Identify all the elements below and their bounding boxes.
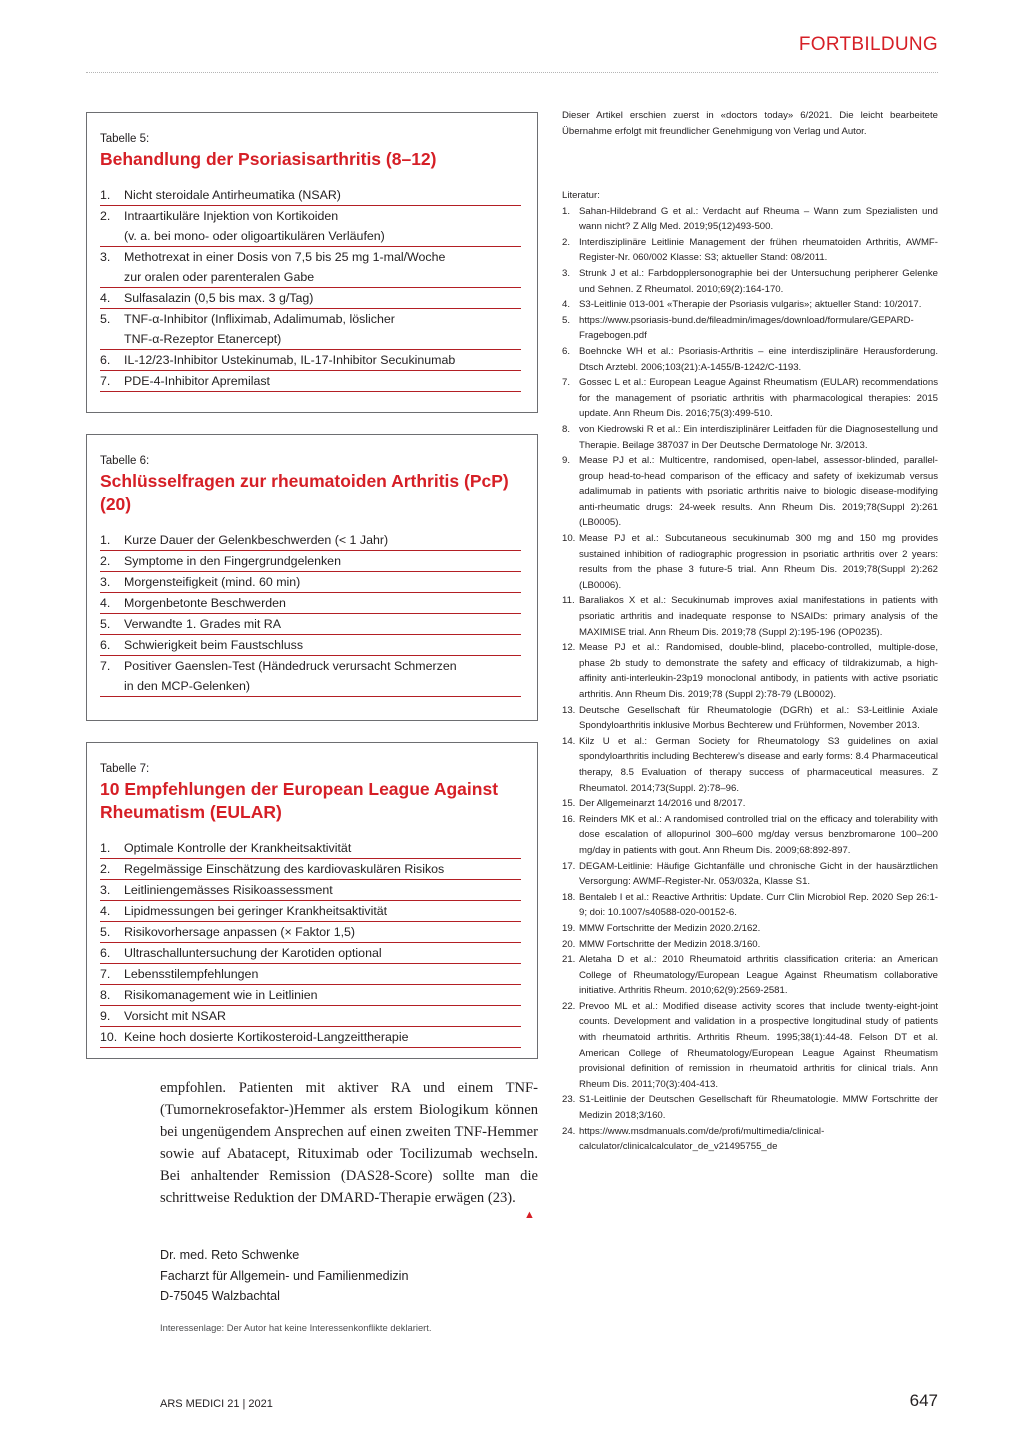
row-text: Morgenbetonte Beschwerden xyxy=(124,596,286,610)
row-text: Optimale Kontrolle der Krankheitsaktivität xyxy=(124,841,352,855)
page-number: 647 xyxy=(909,1391,938,1410)
footer-journal: ARS MEDICI 21 | 2021 xyxy=(160,1398,273,1410)
table-row xyxy=(100,593,521,614)
row-text: TNF-α-Inhibitor (Infliximab, Adalimumab, löslicher xyxy=(124,312,395,326)
author-block xyxy=(160,1245,408,1307)
table-row xyxy=(100,309,521,329)
row-number xyxy=(100,676,124,696)
reference-text: DEGAM-Leitlinie: Häufige Gichtanfälle und chronische Gicht in der hausärztlichen Versorgung: AWMF-Register-Nr. 053/032a, Klasse S1. xyxy=(579,860,938,888)
row-text: Intraartikuläre Injektion von Kortikoiden xyxy=(124,209,339,223)
author-name: Dr. med. Reto Schwenke xyxy=(160,1248,300,1262)
table-row xyxy=(100,859,521,880)
row-text: PDE-4-Inhibitor Apremilast xyxy=(124,374,270,388)
reference-number: 24. xyxy=(562,1125,576,1137)
table-label: Tabelle 7: xyxy=(100,763,150,775)
table-row xyxy=(100,1027,521,1048)
row-text: IL-12/23-Inhibitor Ustekinumab, IL-17-Inhibitor Secukinumab xyxy=(124,353,456,367)
row-text: Vorsicht mit NSAR xyxy=(124,1009,226,1023)
reference-item xyxy=(562,531,938,593)
row-number: 5. xyxy=(100,312,111,326)
row-text: Morgensteifigkeit (mind. 60 min) xyxy=(124,575,301,589)
references-heading: Literatur: xyxy=(562,190,600,201)
reference-item xyxy=(562,313,938,344)
author-title: Facharzt für Allgemein- und Familienmedizin xyxy=(160,1268,409,1283)
table-row xyxy=(100,247,521,267)
row-number: 6. xyxy=(100,638,111,652)
reference-number: 15. xyxy=(562,798,576,810)
reference-number: 9. xyxy=(562,455,571,467)
reference-text: Deutsche Gesellschaft für Rheumatologie (DGRh) et al.: S3-Leitlinie Axiale Spondyloarthritis inklusive Morbus Bechterew und Frühformen, November 2013. xyxy=(579,704,938,732)
table-row xyxy=(100,371,521,392)
reference-number: 17. xyxy=(562,860,576,872)
reference-number: 16. xyxy=(562,813,576,825)
row-number: 10. xyxy=(100,1030,118,1044)
header-rule xyxy=(86,72,938,73)
table-row xyxy=(100,614,521,635)
row-text: (v. a. bei mono- oder oligoartikulären Verläufen) xyxy=(124,229,385,243)
reference-text: Interdisziplinäre Leitlinie Management der frühen rheumatoiden Arthritis, AWMF-Register-Nr. 060/002 Klasse: S3; aktueller Stand: 08/2011. xyxy=(579,236,938,264)
row-number: 7. xyxy=(100,967,111,981)
table-row xyxy=(100,1006,521,1027)
row-number: 3. xyxy=(100,250,111,264)
row-number: 5. xyxy=(100,617,111,631)
table-box-6 xyxy=(86,434,538,721)
row-text: Ultraschalluntersuchung der Karotiden optional xyxy=(124,946,382,960)
reference-text: Prevoo ML et al.: Modified disease activity scores that include twenty-eight-joint counts. Development and validation in a prospective longitudinal study of patients with rheumatoid arthritis. Arthritis Rheum. 1995;38(1):44-48. Felson DT et al. American College of Rheumatology/European League Against Rheumatism provisional definition of remission in rheumatoid arthritis for clinical trials. Ann Rheum Dis. 2011;70(3):404-413. xyxy=(579,1000,938,1090)
row-number: 3. xyxy=(100,575,111,589)
row-number: 1. xyxy=(100,841,111,855)
reference-number: 12. xyxy=(562,642,576,654)
reference-number: 13. xyxy=(562,704,576,716)
reference-text: MMW Fortschritte der Medizin 2018.3/160. xyxy=(579,938,761,950)
row-text: Regelmässige Einschätzung des kardiovaskulären Risikos xyxy=(124,862,445,876)
reference-item xyxy=(562,734,938,796)
reference-number: 5. xyxy=(562,314,571,326)
row-number: 2. xyxy=(100,862,111,876)
reference-item xyxy=(562,796,938,812)
reference-item xyxy=(562,593,938,640)
section-label: FORTBILDUNG xyxy=(798,34,938,55)
reference-text: MMW Fortschritte der Medizin 2020.2/162. xyxy=(579,922,761,934)
reference-item xyxy=(562,422,938,453)
row-text: Keine hoch dosierte Kortikosteroid-Langzeittherapie xyxy=(124,1030,409,1044)
table-row xyxy=(100,267,521,288)
table-title: Behandlung der Psoriasisarthritis (8–12) xyxy=(100,149,437,169)
reference-item xyxy=(562,640,938,702)
table-row xyxy=(100,943,521,964)
table-list xyxy=(100,838,521,1048)
table-list xyxy=(100,530,521,697)
table-row xyxy=(100,185,521,206)
reference-text: von Kiedrowski R et al.: Ein interdisziplinärer Leitfaden für die Diagnosestellung und Therapie. Beilage 387037 in Der Deutsche Dermatologe Nr. 3/2013. xyxy=(579,423,938,451)
row-number: 2. xyxy=(100,554,111,568)
row-number: 8. xyxy=(100,988,111,1002)
reference-item xyxy=(562,235,938,266)
row-text: Kurze Dauer der Gelenkbeschwerden (< 1 Jahr) xyxy=(124,533,389,547)
reference-number: 4. xyxy=(562,299,571,311)
table-row xyxy=(100,572,521,593)
publication-note: Dieser Artikel erschien zuerst in «doctors today» 6/2021. Die leicht bearbeitete Übernahme erfolgt mit freundlicher Genehmigung von Verlag und Autor. xyxy=(562,110,938,137)
reference-text: Der Allgemeinarzt 14/2016 und 8/2017. xyxy=(579,798,746,810)
reference-number: 6. xyxy=(562,345,571,357)
reference-text: Mease PJ et al.: Randomised, double-blind, placebo-controlled, multiple-dose, phase 2b study to demonstrate the safety and efficacy of tildrakizumab, a high-affinity anti-interleukin-23p19 monoclonal antibody, in patients with active psoriatic arthritis. Ann Rheum Dis. 2019;78 (Suppl 2):78-79 (LB0002). xyxy=(579,642,938,700)
row-text: Schwierigkeit beim Faustschluss xyxy=(124,638,304,652)
reference-item xyxy=(562,859,938,890)
reference-text: Gossec L et al.: European League Against Rheumatism (EULAR) recommendations for the management of psoriatic arthritis with pharmacological therapies: 2015 update. Ann Rheum Dis. 2016;75(3):499-510. xyxy=(579,377,938,420)
table-row xyxy=(100,350,521,371)
reference-text: Kilz U et al.: German Society for Rheumatology S3 guidelines on axial spondyloarthritis including Bechterew’s disease and early forms: 8.4 Pharmaceutical therapy, 8.5 Evaluation of therapy success of pharmaceutical measures. Z Rheumatol. 2014;73(Suppl. 2):78–96. xyxy=(579,735,938,794)
row-number: 5. xyxy=(100,925,111,939)
reference-number: 19. xyxy=(562,922,576,934)
reference-item xyxy=(562,812,938,859)
table-row xyxy=(100,922,521,943)
reference-item xyxy=(562,937,938,953)
reference-text: https://www.psoriasis-bund.de/fileadmin/images/download/formulare/GEPARD-Fragebogen.pdf xyxy=(579,314,914,342)
row-text: Lipidmessungen bei geringer Krankheitsaktivität xyxy=(124,904,388,918)
references-list xyxy=(562,204,938,1155)
table-row xyxy=(100,838,521,859)
body-text: empfohlen. Patienten mit aktiver RA und einem TNF-(Tumornekrosefaktor-)Hemmer als erstem Biologikum können bei ungenügendem Ansprechen auf einen zweiten TNF-Hemmer sowie auf Abatacept, Rituximab oder Tocilizumab wechseln. Bei anhaltender Remission (DAS28-Score) sollte man die schrittweise Reduktion der DMARD-Therapie erwägen (23). xyxy=(160,1080,538,1206)
reference-text: Mease PJ et al.: Subcutaneous secukinumab 300 mg and 150 mg provides sustained inhibition of radiographic progression in psoriatic arthritis over 2 years: results from the phase 3 future-5 trial. Ann Rheum Dis. 2019;78(Suppl 2):262 (LB0006). xyxy=(579,533,938,591)
row-text: Sulfasalazin (0,5 bis max. 3 g/Tag) xyxy=(124,291,314,305)
table-title: Schlüsselfragen zur rheumatoiden Arthritis (PcP) (20) xyxy=(100,471,509,514)
reference-number: 11. xyxy=(562,595,575,607)
reference-number: 21. xyxy=(562,954,576,966)
row-number: 7. xyxy=(100,659,111,673)
row-text: Symptome in den Fingergrundgelenken xyxy=(124,554,341,568)
table-row xyxy=(100,964,521,985)
row-text: Risikomanagement wie in Leitlinien xyxy=(124,988,318,1002)
table-title: 10 Empfehlungen der European League Against Rheumatism (EULAR) xyxy=(100,779,499,822)
reference-item xyxy=(562,204,938,235)
reference-number: 1. xyxy=(562,205,571,217)
reference-item xyxy=(562,1124,938,1155)
row-number: 4. xyxy=(100,596,111,610)
reference-number: 3. xyxy=(562,267,571,279)
row-text: Verwandte 1. Grades mit RA xyxy=(124,617,282,631)
reference-text: Reinders MK et al.: A randomised controlled trial on the efficacy and tolerability with dose escalation of allopurinol 300–600 mg/day versus benzbromarone 100–200 mg/day in patients with gout. Ann Rheum Dis. 2009;68:892-897. xyxy=(579,813,938,856)
table-row xyxy=(100,635,521,656)
reference-text: https://www.msdmanuals.com/de/profi/multimedia/clinical-calculator/clinicalcalculator_de_v21495755_de xyxy=(579,1125,825,1153)
table-row xyxy=(100,288,521,309)
table-row xyxy=(100,530,521,551)
table-row xyxy=(100,206,521,226)
table-row xyxy=(100,226,521,247)
row-text: Methotrexat in einer Dosis von 7,5 bis 25 mg 1-mal/Woche xyxy=(124,250,446,264)
table-row xyxy=(100,985,521,1006)
row-number xyxy=(100,267,124,287)
table-row xyxy=(100,901,521,922)
row-number: 1. xyxy=(100,533,111,547)
reference-text: Sahan-Hildebrand G et al.: Verdacht auf Rheuma – Wann zum Spezialisten und wann nicht? Z Allg Med. 2019;95(12)493-500. xyxy=(579,205,938,233)
reference-text: Baraliakos X et al.: Secukinumab improves axial manifestations in patients with psoriatic arthritis and inadequate response to NSAIDs: primary analysis of the MAXIMISE trial. Ann Rheum Dis. 2019;78 (Suppl 2):195-196 (OP0235). xyxy=(579,595,938,638)
reference-number: 18. xyxy=(562,891,576,903)
row-text: zur oralen oder parenteralen Gabe xyxy=(124,270,315,284)
row-text: Positiver Gaenslen-Test (Händedruck verursacht Schmerzen xyxy=(124,659,457,673)
table-list xyxy=(100,185,521,392)
row-text: Nicht steroidale Antirheumatika (NSAR) xyxy=(124,188,341,202)
reference-text: S3-Leitlinie 013-001 «Therapie der Psoriasis vulgaris»; aktueller Stand: 10/2017. xyxy=(579,299,922,311)
row-text: in den MCP-Gelenken) xyxy=(124,679,251,693)
table-label: Tabelle 5: xyxy=(100,133,150,145)
reference-text: Aletaha D et al.: 2010 Rheumatoid arthritis classification criteria: an American College of Rheumatology/European League Against Rheumatism collaborative initiative. Arthritis Rheum. 2010;62(9):2569-2581. xyxy=(579,954,938,997)
table-box-5 xyxy=(86,112,538,413)
reference-number: 20. xyxy=(562,938,576,950)
reference-text: Bentaleb I et al.: Reactive Arthritis: Update. Curr Clin Microbiol Rep. 2020 Sep 26:1-9; doi: 10.1007/s40588-020-00152-6. xyxy=(579,891,938,919)
reference-item xyxy=(562,266,938,297)
row-number: 3. xyxy=(100,883,111,897)
reference-number: 22. xyxy=(562,1000,576,1012)
reference-item xyxy=(562,1092,938,1123)
table-row xyxy=(100,551,521,572)
row-number: 1. xyxy=(100,188,111,202)
table-row xyxy=(100,656,521,676)
reference-number: 7. xyxy=(562,377,571,389)
table-row xyxy=(100,676,521,697)
reference-number: 8. xyxy=(562,423,571,435)
reference-text: Boehncke WH et al.: Psoriasis-Arthritis – eine interdisziplinäre Herausforderung. Dtsch Arztebl. 2006;103(21):A-1455/B-1242/C-1193. xyxy=(579,345,938,373)
row-number: 7. xyxy=(100,374,111,388)
table-row xyxy=(100,329,521,350)
reference-number: 2. xyxy=(562,236,571,248)
reference-item xyxy=(562,999,938,1093)
reference-item xyxy=(562,344,938,375)
table-row xyxy=(100,880,521,901)
row-number: 6. xyxy=(100,353,111,367)
row-number xyxy=(100,329,124,349)
author-address: D-75045 Walzbachtal xyxy=(160,1289,280,1303)
references xyxy=(562,188,938,1155)
reference-number: 14. xyxy=(562,735,576,747)
row-text: Leitliniengemässes Risikoassessment xyxy=(124,883,333,897)
table-label: Tabelle 6: xyxy=(100,455,150,467)
row-number: 2. xyxy=(100,209,111,223)
end-triangle-icon: ▲ xyxy=(524,1209,535,1221)
row-text: Lebensstilempfehlungen xyxy=(124,967,259,981)
row-number: 6. xyxy=(100,946,111,960)
reference-text: Strunk J et al.: Farbdopplersonographie bei der Untersuchung peripherer Gelenke und Sehnen. Z Rheumatol. 2010;69(2):164-170. xyxy=(579,267,938,295)
row-number: 9. xyxy=(100,1009,111,1023)
reference-item xyxy=(562,952,938,999)
reference-number: 10. xyxy=(562,533,576,545)
reference-text: S1-Leitlinie der Deutschen Gesellschaft für Rheumatologie. MMW Fortschritte der Medizin 2018;3/160. xyxy=(579,1094,938,1122)
reference-item xyxy=(562,890,938,921)
row-number xyxy=(100,226,124,246)
reference-item xyxy=(562,375,938,422)
reference-number: 23. xyxy=(562,1094,576,1106)
table-box-7 xyxy=(86,742,538,1059)
reference-item xyxy=(562,921,938,937)
reference-item xyxy=(562,703,938,734)
row-text: TNF-α-Rezeptor Etanercept) xyxy=(124,332,282,346)
row-text: Risikovorhersage anpassen (× Faktor 1,5) xyxy=(124,925,356,939)
reference-item xyxy=(562,453,938,531)
reference-item xyxy=(562,297,938,313)
interests-statement: Interessenlage: Der Autor hat keine Interessenkonflikte deklariert. xyxy=(160,1322,432,1333)
reference-text: Mease PJ et al.: Multicentre, randomised, open-label, assessor-blinded, parallel-group head-to-head comparison of the efficacy and safety of ixekizumab versus adalimumab in patients with psoriatic arthritis naive to biologic disease-modifying anti-rheumatic drugs: 24-week results. Ann Rheum Dis. 2019;78(Suppl 2):261 (LB0005). xyxy=(579,455,938,529)
row-number: 4. xyxy=(100,291,111,305)
row-number: 4. xyxy=(100,904,111,918)
